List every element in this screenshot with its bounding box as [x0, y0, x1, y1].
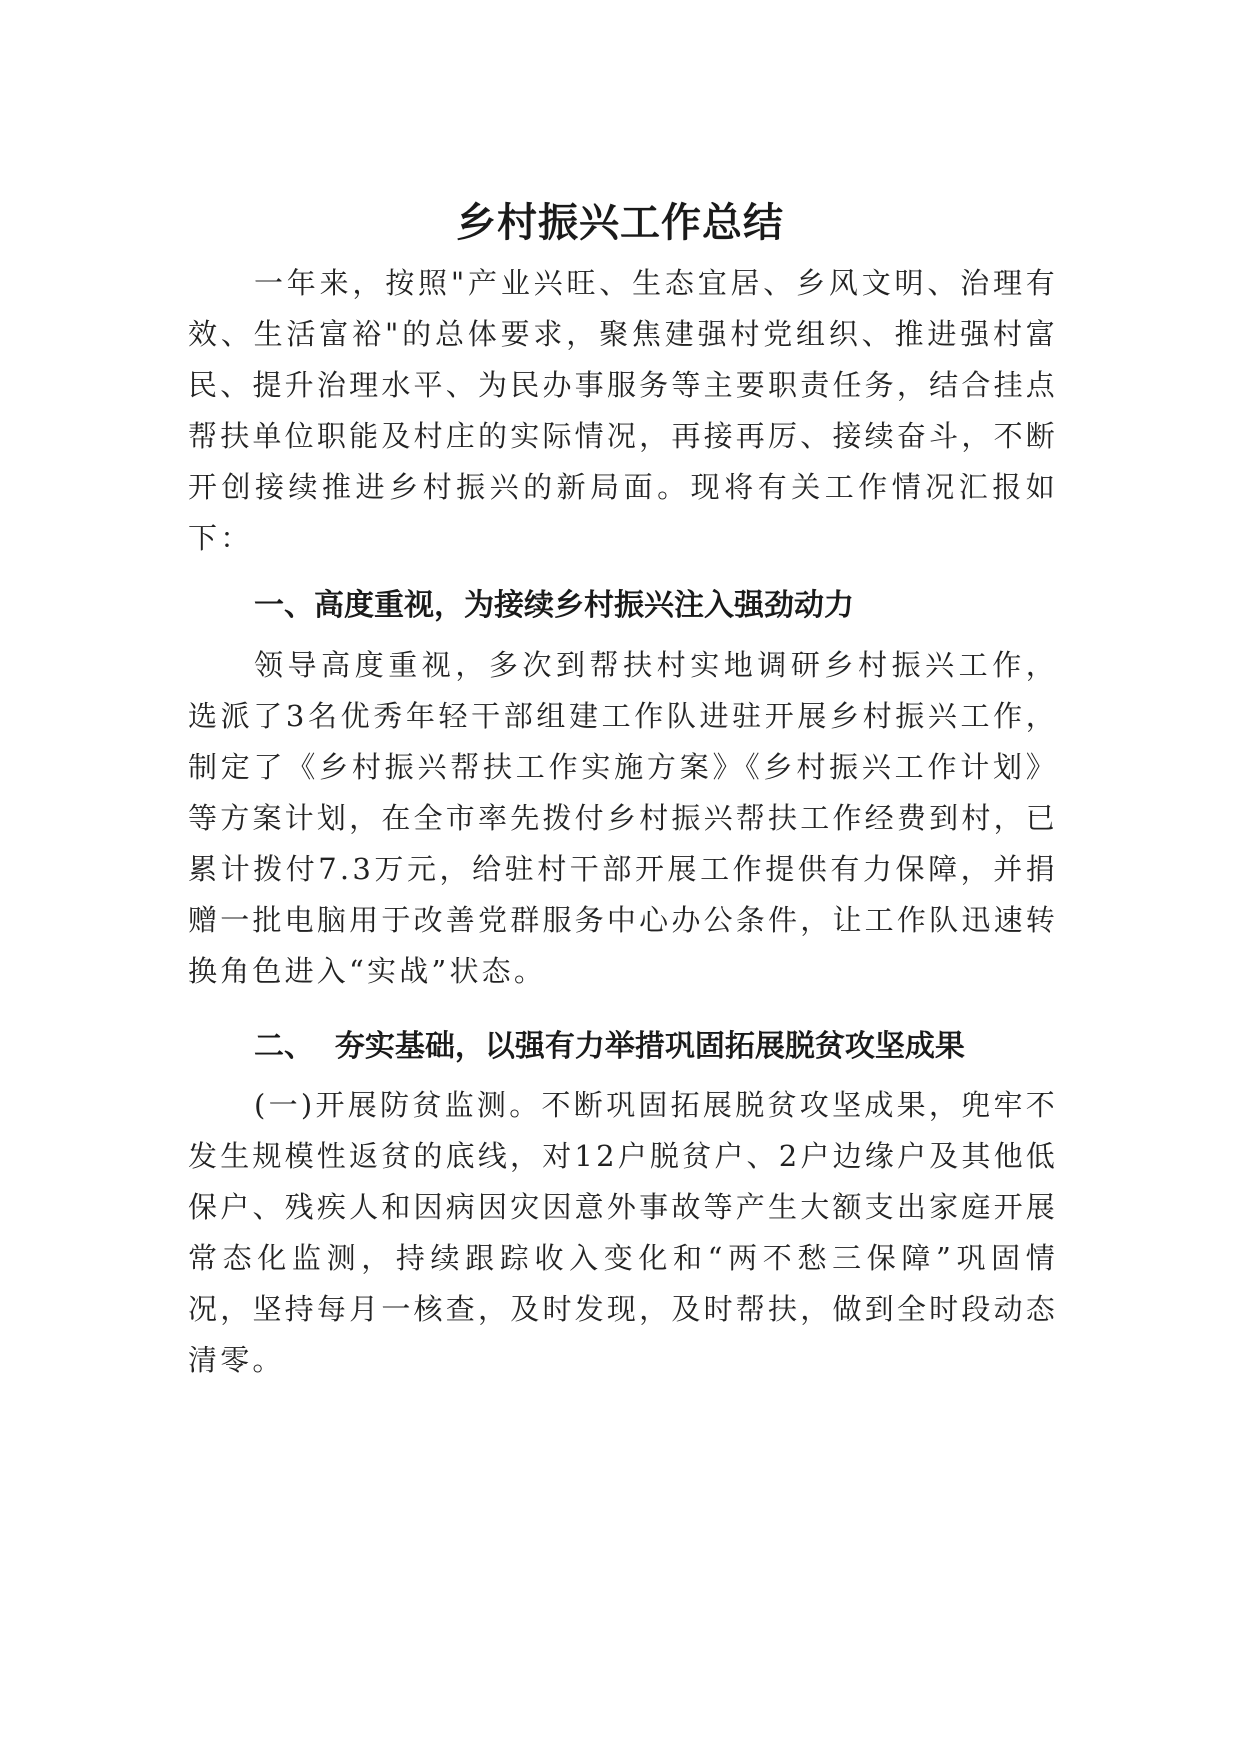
section-1-heading: 一、高度重视，为接续乡村振兴注入强劲动力 [254, 588, 854, 623]
section-2-paragraph: (一)开展防贫监测。不断巩固拓展脱贫攻坚成果，兜牢不发生规模性返贫的底线，对12户脱贫户、2户边缘户及其他低保户、残疾人和因病因灾因意外事故等产生大额支出家庭开展常态化监测，持续跟踪收入变化和“两不愁三保障”巩固情况，坚持每月一核查，及时发现，及时帮扶，做到全时段动态清零。 [188, 1088, 1058, 1377]
document-title: 乡村振兴工作总结 [456, 199, 784, 246]
intro-paragraph: 一年来，按照"产业兴旺、生态宜居、乡风文明、治理有效、生活富裕"的总体要求，聚焦建强村党组织、推进强村富民、提升治理水平、为民办事服务等主要职责任务，结合挂点帮扶单位职能及村庄的实际情况，再接再厉、接续奋斗，不断开创接续推进乡村振兴的新局面。现将有关工作情况汇报如下： [188, 266, 1058, 555]
section-2-heading: 二、 夯实基础，以强有力举措巩固拓展脱贫攻坚成果 [254, 1029, 965, 1064]
section-1-paragraph: 领导高度重视，多次到帮扶村实地调研乡村振兴工作，选派了3名优秀年轻干部组建工作队进驻开展乡村振兴工作，制定了《乡村振兴帮扶工作实施方案》《乡村振兴工作计划》等方案计划，在全市率先拨付乡村振兴帮扶工作经费到村，已累计拨付7.3万元，给驻村干部开展工作提供有力保障，并捐赠一批电脑用于改善党群服务中心办公条件，让工作队迅速转换角色进入“实战”状态。 [188, 648, 1058, 988]
